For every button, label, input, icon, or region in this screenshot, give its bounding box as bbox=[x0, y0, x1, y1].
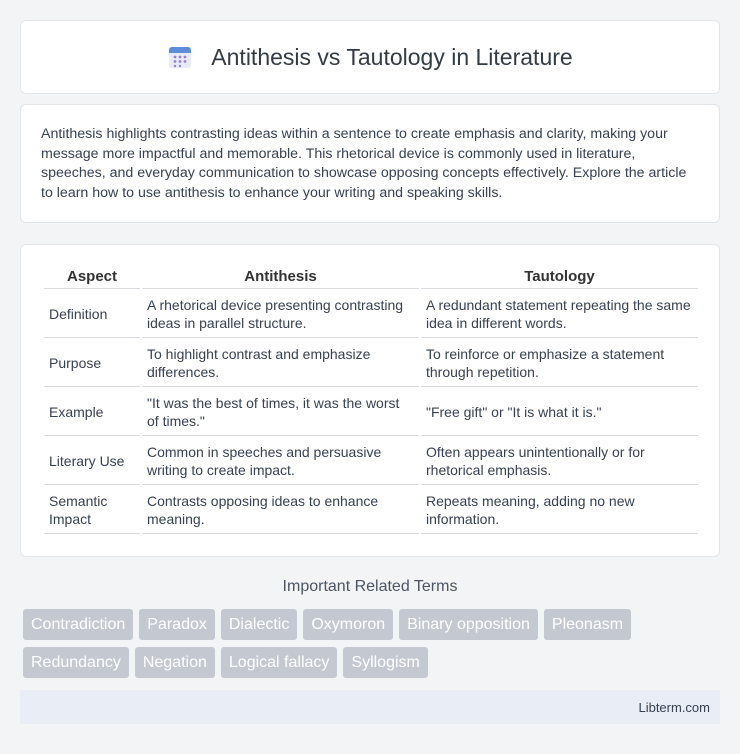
row-antithesis: "It was the best of times, it was the worst of times." bbox=[142, 387, 419, 436]
row-antithesis: Contrasts opposing ideas to enhance meaning. bbox=[142, 485, 419, 534]
tag-redundancy[interactable]: Redundancy bbox=[23, 647, 129, 678]
comparison-card bbox=[20, 244, 720, 557]
footer bbox=[20, 690, 720, 724]
row-aspect: Purpose bbox=[44, 338, 140, 387]
row-aspect: Example bbox=[44, 387, 140, 436]
table-row bbox=[44, 387, 698, 436]
tag-negation[interactable]: Negation bbox=[135, 647, 215, 678]
tag-binary-opposition[interactable]: Binary opposition bbox=[399, 609, 538, 640]
title-wrap bbox=[167, 44, 572, 71]
header-antithesis: Antithesis bbox=[142, 265, 419, 289]
related-terms-tags bbox=[23, 609, 723, 678]
row-tautology: A redundant statement repeating the same idea in different words. bbox=[421, 289, 698, 338]
header-tautology: Tautology bbox=[421, 265, 698, 289]
tag-contradiction[interactable]: Contradiction bbox=[23, 609, 133, 640]
footer-site-link[interactable]: Libterm.com bbox=[638, 699, 710, 715]
tag-paradox[interactable]: Paradox bbox=[139, 609, 215, 640]
related-terms-title: Important Related Terms bbox=[282, 578, 458, 595]
row-tautology: Repeats meaning, adding no new information. bbox=[421, 485, 698, 534]
table-row bbox=[44, 289, 698, 338]
tag-pleonasm[interactable]: Pleonasm bbox=[544, 609, 631, 640]
row-tautology: "Free gift" or "It is what it is." bbox=[421, 387, 698, 436]
table-row bbox=[44, 485, 698, 534]
intro-card bbox=[20, 104, 720, 223]
page-title: Antithesis vs Tautology in Literature bbox=[211, 43, 573, 70]
row-antithesis: A rhetorical device presenting contrasting ideas in parallel structure. bbox=[142, 289, 419, 338]
intro-text: Antithesis highlights contrasting ideas within a sentence to create emphasis and clarity, making your message more impactful and memorable. This rhetorical device is commonly used in literature, speeches, and everyday communication to showcase opposing concepts effectively. Explore the article to learn how to use antithesis to enhance your writing and speaking skills. bbox=[41, 126, 687, 201]
header-aspect: Aspect bbox=[44, 265, 140, 289]
row-aspect: Literary Use bbox=[44, 436, 140, 485]
tag-dialectic[interactable]: Dialectic bbox=[221, 609, 297, 640]
calendar-icon bbox=[167, 44, 193, 70]
row-aspect: Semantic Impact bbox=[44, 485, 140, 534]
tag-syllogism[interactable]: Syllogism bbox=[343, 647, 427, 678]
table-row bbox=[44, 436, 698, 485]
comparison-table bbox=[42, 265, 700, 534]
row-aspect: Definition bbox=[44, 289, 140, 338]
table-row bbox=[44, 338, 698, 387]
header-card bbox=[20, 20, 720, 94]
row-antithesis: Common in speeches and persuasive writing to create impact. bbox=[142, 436, 419, 485]
row-tautology: To reinforce or emphasize a statement through repetition. bbox=[421, 338, 698, 387]
row-tautology: Often appears unintentionally or for rhetorical emphasis. bbox=[421, 436, 698, 485]
row-antithesis: To highlight contrast and emphasize differences. bbox=[142, 338, 419, 387]
table-header-row bbox=[44, 265, 698, 289]
tag-logical-fallacy[interactable]: Logical fallacy bbox=[221, 647, 338, 678]
tag-oxymoron[interactable]: Oxymoron bbox=[303, 609, 393, 640]
